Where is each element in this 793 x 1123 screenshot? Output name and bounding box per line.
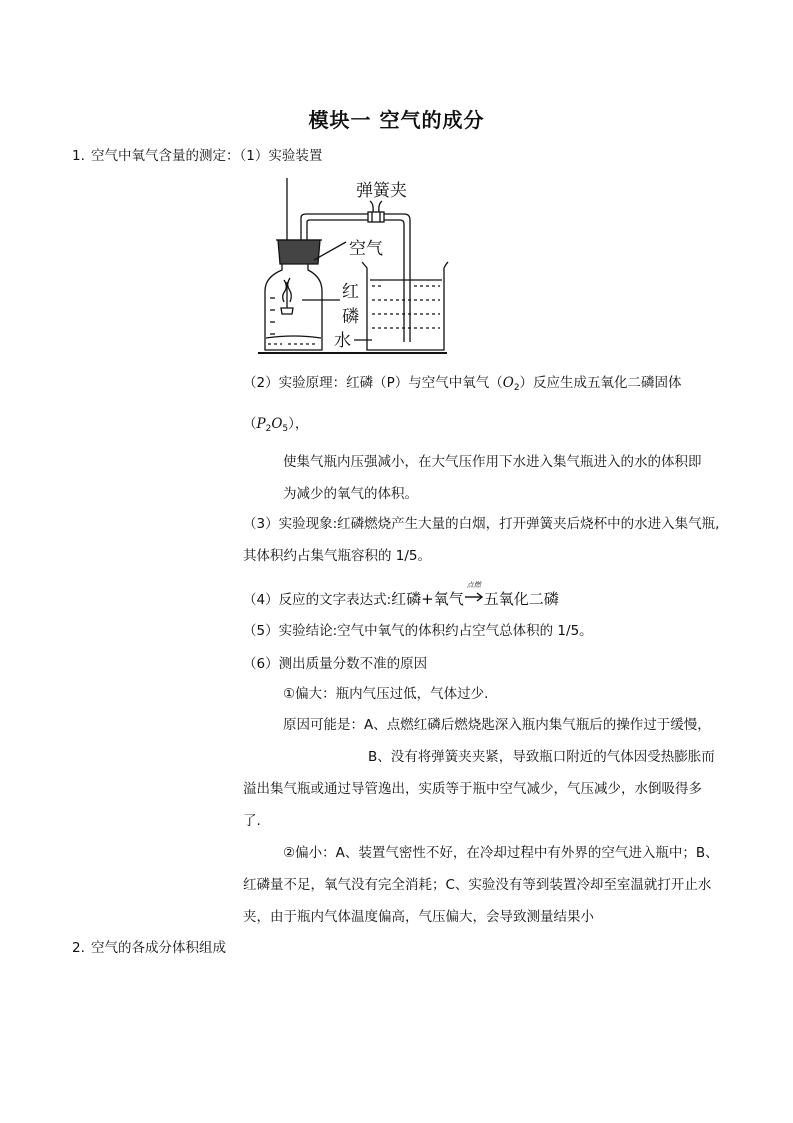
equation-prefix: （4）反应的文字表达式:	[243, 592, 392, 608]
combustion-spoon	[281, 308, 293, 314]
phosphorus-symbol: P	[256, 416, 266, 432]
errors-low-line-1: ②偏小：A、装置气密性不好，在冷却过程中有外界的空气进入瓶中；B、	[283, 845, 719, 861]
principle-line-1	[243, 373, 682, 398]
principle-text-a: （2）实验原理：红磷（P）与空气中氧气（	[243, 375, 503, 391]
stopper	[278, 240, 320, 264]
equation-line	[243, 581, 559, 610]
question-2-heading: 空气的各成分体积组成	[91, 940, 226, 956]
formula-close: ），	[288, 416, 309, 432]
errors-reason-b1: B、没有将弹簧夹夹紧，导致瓶口附近的气体因受热膨胀而	[368, 749, 715, 765]
conclusion-line: （5）实验结论:空气中氧气的体积约占空气总体积的 1/5。	[243, 623, 593, 639]
oxygen-symbol: O	[502, 375, 514, 391]
errors-reason-b2: 溢出集气瓶或通过导管逸出，实质等于瓶中空气减少，气压减少，水倒吸得多	[243, 781, 702, 797]
air-label: 空气	[349, 239, 383, 259]
phenomenon-line-2: 其体积约占集气瓶容积的 1/5。	[243, 548, 432, 564]
reaction-arrow	[464, 581, 484, 606]
errors-low-line-3: 夹，由于瓶内气体温度偏高，气压偏大，会导致测量结果小	[243, 909, 594, 925]
equation-product: 五氧化二磷	[483, 590, 559, 608]
red-phosphorus-label-2: 磷	[342, 307, 359, 327]
question-1-number: 1.	[72, 148, 85, 164]
apparatus-diagram	[254, 174, 450, 356]
oxygen-subscript: 2	[513, 383, 520, 393]
reaction-condition: 点燃	[466, 581, 481, 589]
formula-open: （	[243, 416, 257, 432]
principle-line-3: 使集气瓶内压强减小，在大气压作用下水进入集气瓶进入的水的体积即	[283, 454, 702, 470]
principle-line-2	[243, 414, 308, 439]
phenomenon-line-1: （3）实验现象:红磷燃烧产生大量的白烟，打开弹簧夹后烧杯中的水进入集气瓶,	[243, 516, 720, 532]
water-label: 水	[334, 331, 351, 351]
equation-reactants: 红磷+氧气	[391, 590, 464, 608]
principle-text-b: ）反应生成五氧化二磷固体	[519, 375, 682, 391]
errors-reason-b3: 了.	[243, 813, 261, 829]
errors-heading: （6）测出质量分数不准的原因	[243, 656, 428, 672]
errors-low-line-2: 红磷量不足，氧气没有完全消耗；C、实验没有等到装置冷却至室温就打开止水	[243, 877, 712, 893]
spring-clip	[368, 212, 384, 222]
red-phosphorus-label-1: 红	[342, 282, 359, 302]
oxide-oxygen-symbol: O	[271, 416, 283, 432]
beaker	[362, 262, 448, 350]
oxide-oxygen-subscript: 5	[282, 424, 289, 434]
clip-label: 弹簧夹	[356, 181, 407, 201]
phosphorus-subscript: 2	[265, 424, 272, 434]
question-2-number: 2.	[72, 940, 85, 956]
principle-line-4: 为减少的氧气的体积。	[283, 486, 418, 502]
errors-high-title: ①偏大：瓶内气压过低，气体过少.	[283, 686, 489, 702]
page-title: 模块一 空气的成分	[308, 108, 485, 132]
errors-reason-a: 原因可能是：A、点燃红磷后燃烧匙深入瓶内集气瓶后的操作过于缓慢，	[283, 717, 711, 733]
question-1-heading: 空气中氧气含量的测定：（1）实验装置	[91, 148, 323, 164]
